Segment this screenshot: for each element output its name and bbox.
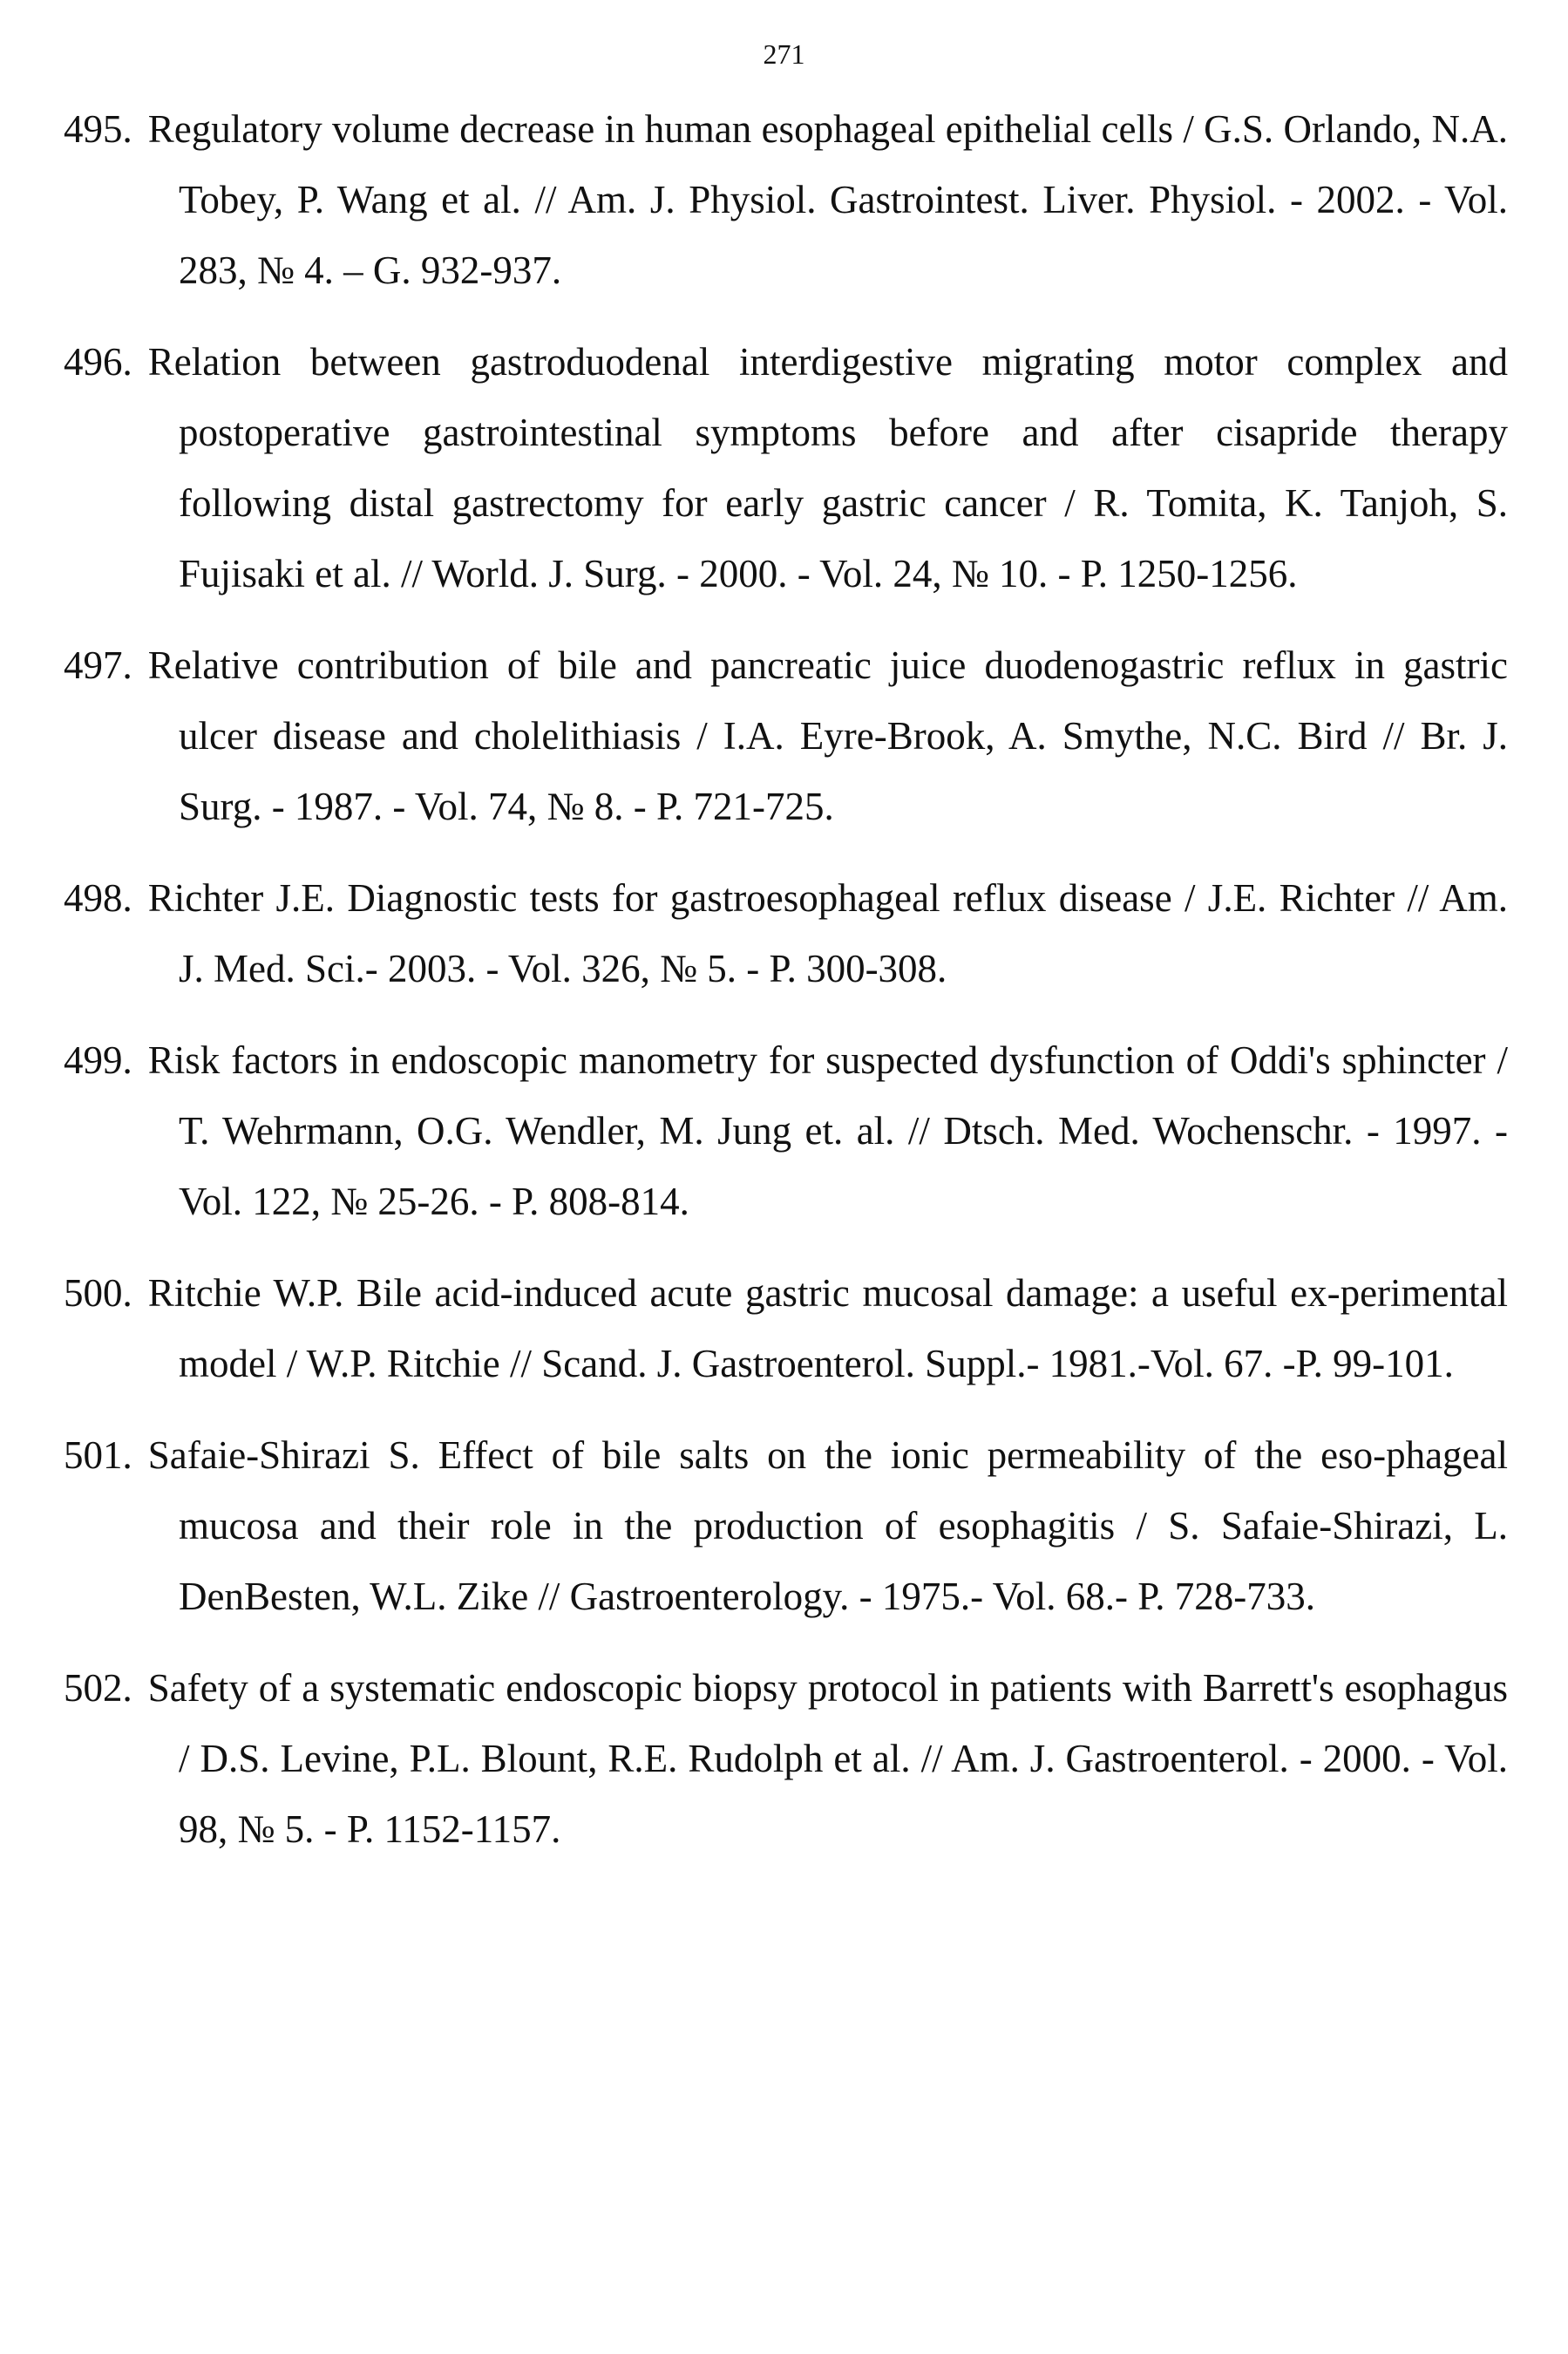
- reference-text: Safety of a systematic endoscopic biopsy protocol in patients with Barrett's esophagus / D.S. Levine, P.L. Blount, R.E. Rudolph et al. // Am. J. Gastroenterol. - 2000. - Vol. 98, № 5. - P. 1152-1157.: [147, 1666, 1508, 1851]
- reference-item: [64, 1258, 1508, 1399]
- reference-text: Safaie-Shirazi S. Effect of bile salts on the ionic permeability of the eso-phageal mucosa and their role in the production of esophagitis / S. Safaie-Shirazi, L. DenBesten, W.L. Zike // Gastroenterology. - 1975.- Vol. 68.- P. 728-733.: [147, 1433, 1508, 1618]
- reference-number: 499.: [64, 1038, 132, 1082]
- page-number: 271: [763, 38, 805, 70]
- reference-number: 501.: [64, 1433, 132, 1477]
- reference-text: Richter J.E. Diagnostic tests for gastroesophageal reflux disease / J.E. Richter // Am. J. Med. Sci.- 2003. - Vol. 326, № 5. - P. 300-308.: [147, 876, 1508, 990]
- reference-item: [64, 1420, 1508, 1632]
- reference-number: 500.: [64, 1271, 132, 1315]
- reference-text: Risk factors in endoscopic manometry for suspected dysfunction of Oddi's sphincter / T. Wehrmann, O.G. Wendler, M. Jung et. al. // Dtsch. Med. Wochenschr. - 1997. - Vol. 122, № 25-26. - P. 808-814.: [147, 1038, 1508, 1223]
- reference-text: Regulatory volume decrease in human esophageal epithelial cells / G.S. Orlando, N.A. Tobey, P. Wang et al. // Am. J. Physiol. Gastrointest. Liver. Physiol. - 2002. - Vol. 283, № 4. – G. 932-937.: [147, 107, 1508, 292]
- reference-item: [64, 1653, 1508, 1865]
- reference-item: [64, 630, 1508, 842]
- reference-number: 496.: [64, 340, 132, 384]
- reference-number: 497.: [64, 643, 132, 687]
- reference-text: Relative contribution of bile and pancreatic juice duodenogastric reflux in gastric ulcer disease and cholelithiasis / I.A. Eyre-Brook, A. Smythe, N.C. Bird // Br. J. Surg. - 1987. - Vol. 74, № 8. - P. 721-725.: [147, 643, 1508, 828]
- reference-item: [64, 863, 1508, 1004]
- reference-text: Ritchie W.P. Bile acid-induced acute gastric mucosal damage: a useful ex-perimental model / W.P. Ritchie // Scand. J. Gastroenterol. Suppl.- 1981.-Vol. 67. -P. 99-101.: [147, 1271, 1508, 1385]
- reference-list: [64, 94, 1508, 1886]
- reference-number: 498.: [64, 876, 132, 920]
- reference-item: [64, 1025, 1508, 1237]
- reference-number: 502.: [64, 1666, 132, 1710]
- reference-text: Relation between gastroduodenal interdigestive migrating motor complex and postoperative gastrointestinal symptoms before and after cisapride therapy following distal gastrectomy for early gastric cancer / R. Tomita, K. Tanjoh, S. Fujisaki et al. // World. J. Surg. - 2000. - Vol. 24, № 10. - P. 1250-1256.: [147, 340, 1508, 595]
- reference-number: 495.: [64, 107, 132, 151]
- reference-item: [64, 94, 1508, 306]
- reference-item: [64, 327, 1508, 609]
